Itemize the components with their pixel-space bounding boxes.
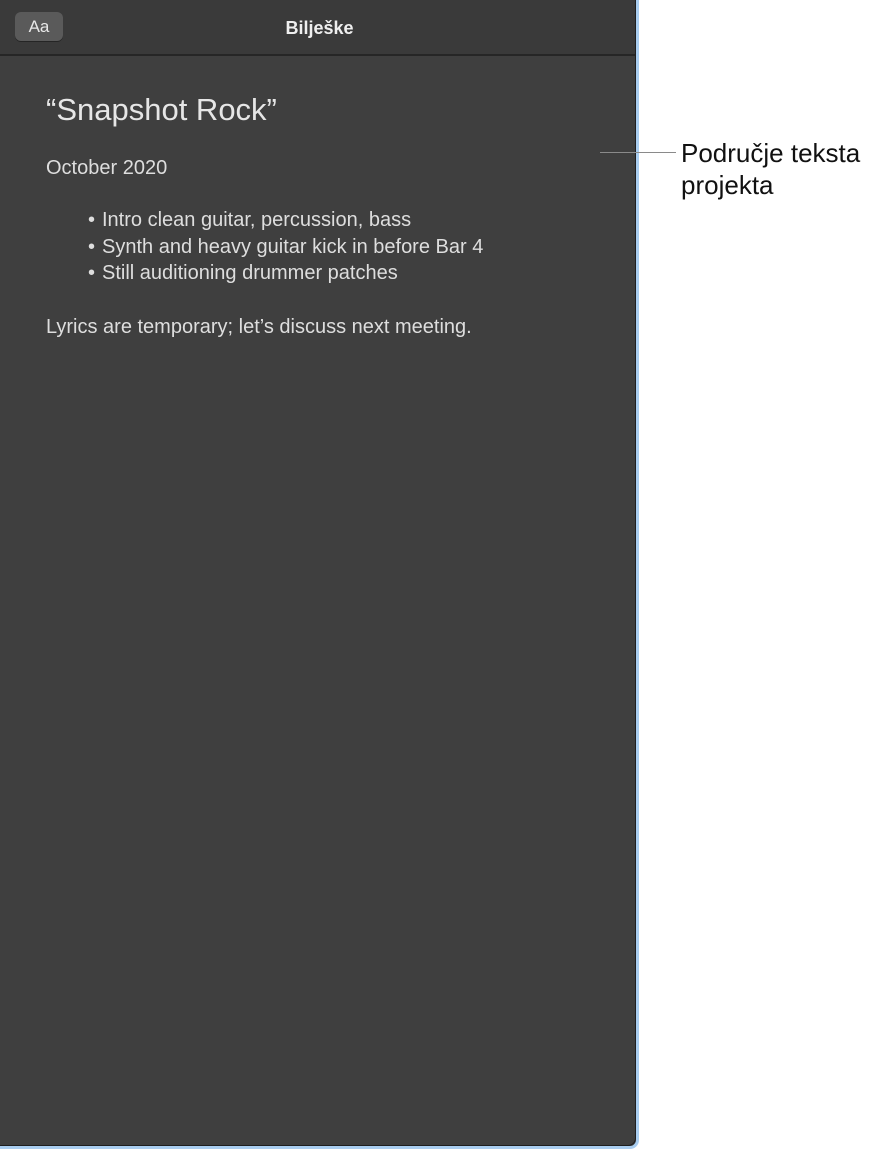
note-date: October 2020 bbox=[46, 157, 168, 179]
callout-label-line1: Područje teksta bbox=[681, 138, 861, 168]
list-item-text: Synth and heavy guitar kick in before Bar 4 bbox=[102, 235, 484, 258]
bullet-icon: • bbox=[88, 209, 96, 231]
note-footer: Lyrics are temporary; let’s discuss next meeting. bbox=[46, 315, 472, 338]
notes-titlebar bbox=[0, 0, 636, 56]
list-item bbox=[88, 260, 606, 287]
callout-line bbox=[600, 152, 676, 153]
window-title: Bilješke bbox=[285, 18, 354, 38]
font-button[interactable]: Aa bbox=[15, 12, 63, 41]
list-item-text: Still auditioning drummer patches bbox=[102, 262, 398, 284]
note-bullet-list bbox=[46, 207, 606, 287]
callout-label bbox=[681, 137, 896, 201]
note-title: “Snapshot Rock” bbox=[46, 92, 277, 127]
list-item bbox=[88, 207, 606, 234]
bullet-icon: • bbox=[88, 235, 96, 258]
bullet-icon: • bbox=[88, 262, 96, 284]
list-item bbox=[88, 234, 606, 261]
callout-label-line2: projekta bbox=[681, 170, 774, 200]
list-item-text: Intro clean guitar, percussion, bass bbox=[102, 209, 412, 231]
project-text-area[interactable] bbox=[46, 90, 606, 340]
